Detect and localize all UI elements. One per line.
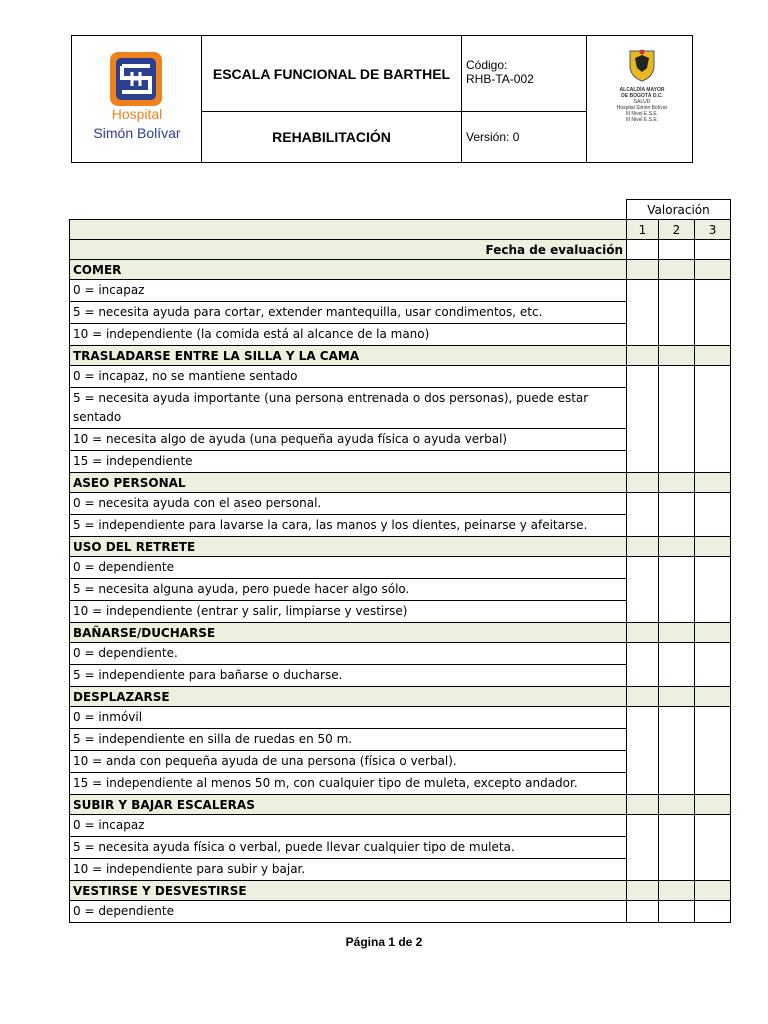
document-version: Versión: 0 [462, 112, 587, 162]
hospital-logo-icon [106, 48, 166, 110]
score-input-1[interactable] [627, 280, 659, 346]
item-row [70, 280, 731, 302]
section-row [70, 346, 731, 366]
item-text: 0 = necesita ayuda con el aseo personal. [70, 493, 627, 515]
section-title: ASEO PERSONAL [70, 473, 627, 493]
section-score-cell [695, 346, 731, 366]
score-input-1[interactable] [627, 366, 659, 473]
score-input-3[interactable] [695, 493, 731, 537]
seal-text-2: DE BOGOTÁ D.C. [621, 93, 663, 99]
score-input-1[interactable] [627, 493, 659, 537]
item-text: 10 = necesita algo de ayuda (una pequeña ayuda física o ayuda verbal) [70, 429, 627, 451]
section-row [70, 537, 731, 557]
item-text: 0 = inmóvil [70, 707, 627, 729]
item-row [70, 366, 731, 388]
item-text: 5 = independiente para bañarse o ducharse. [70, 665, 627, 687]
item-row [70, 643, 731, 665]
document-header [71, 35, 693, 163]
section-score-cell [659, 687, 695, 707]
item-text: 10 = independiente para subir y bajar. [70, 859, 627, 881]
score-input-3[interactable] [695, 643, 731, 687]
section-score-cell [695, 687, 731, 707]
score-input-1[interactable] [627, 557, 659, 623]
section-score-cell [695, 260, 731, 280]
fecha-input-3[interactable] [695, 240, 731, 260]
section-score-cell [659, 623, 695, 643]
section-score-cell [627, 881, 659, 901]
score-input-2[interactable] [659, 815, 695, 881]
item-row [70, 493, 731, 515]
section-score-cell [659, 881, 695, 901]
score-input-2[interactable] [659, 557, 695, 623]
code-label: Código: [466, 58, 508, 72]
score-input-3[interactable] [695, 901, 731, 923]
section-score-cell [627, 795, 659, 815]
section-score-cell [695, 623, 731, 643]
item-text: 15 = independiente [70, 451, 627, 473]
item-text: 5 = necesita ayuda importante (una persona entrenada o dos personas), puede estar sentado [70, 388, 627, 429]
section-score-cell [695, 473, 731, 493]
item-text: 10 = anda con pequeña ayuda de una persona (física o verbal). [70, 751, 627, 773]
section-row [70, 473, 731, 493]
score-input-1[interactable] [627, 707, 659, 795]
item-text: 10 = independiente (la comida está al alcance de la mano) [70, 324, 627, 346]
item-text: 0 = incapaz [70, 815, 627, 837]
score-input-2[interactable] [659, 280, 695, 346]
section-score-cell [695, 881, 731, 901]
section-row [70, 260, 731, 280]
section-title: TRASLADARSE ENTRE LA SILLA Y LA CAMA [70, 346, 627, 366]
seal-text-1: ALCALDÍA MAYOR [619, 87, 665, 93]
item-row [70, 557, 731, 579]
section-row [70, 881, 731, 901]
item-text: 0 = incapaz, no se mantiene sentado [70, 366, 627, 388]
columns-row [70, 220, 731, 240]
score-input-2[interactable] [659, 493, 695, 537]
document-code [462, 36, 587, 112]
section-score-cell [659, 473, 695, 493]
section-score-cell [659, 260, 695, 280]
valoracion-header-row [70, 200, 731, 220]
bogota-shield-icon [627, 48, 657, 82]
score-input-2[interactable] [659, 707, 695, 795]
score-input-3[interactable] [695, 707, 731, 795]
item-row [70, 815, 731, 837]
hospital-logo [72, 36, 202, 162]
col-3-header: 3 [695, 220, 731, 240]
section-title: SUBIR Y BAJAR ESCALERAS [70, 795, 627, 815]
score-input-2[interactable] [659, 643, 695, 687]
score-input-3[interactable] [695, 280, 731, 346]
barthel-table [69, 199, 731, 923]
section-score-cell [627, 346, 659, 366]
item-text: 5 = necesita ayuda para cortar, extender mantequilla, usar condimentos, etc. [70, 302, 627, 324]
fecha-label: Fecha de evaluación [70, 240, 627, 260]
page-number: Página 1 de 2 [345, 935, 423, 949]
section-score-cell [659, 537, 695, 557]
section-score-cell [627, 260, 659, 280]
logo-name-text: Simón Bolívar [93, 125, 181, 141]
score-input-3[interactable] [695, 366, 731, 473]
item-text: 0 = incapaz [70, 280, 627, 302]
score-input-3[interactable] [695, 557, 731, 623]
score-input-1[interactable] [627, 815, 659, 881]
item-text: 5 = necesita ayuda física o verbal, puede llevar cualquier tipo de muleta. [70, 837, 627, 859]
score-input-1[interactable] [627, 643, 659, 687]
score-input-3[interactable] [695, 815, 731, 881]
section-row [70, 623, 731, 643]
fecha-input-1[interactable] [627, 240, 659, 260]
section-score-cell [627, 537, 659, 557]
section-score-cell [695, 537, 731, 557]
section-title: BAÑARSE/DUCHARSE [70, 623, 627, 643]
item-row [70, 707, 731, 729]
section-score-cell [695, 795, 731, 815]
seal-text-4: Hospital Simón Bolívar [616, 105, 668, 111]
item-text: 15 = independiente al menos 50 m, con cualquier tipo de muleta, excepto andador. [70, 773, 627, 795]
logo-hospital-text: Hospital [111, 106, 163, 122]
col-2-header: 2 [659, 220, 695, 240]
section-title: USO DEL RETRETE [70, 537, 627, 557]
section-title: COMER [70, 260, 627, 280]
document-title: ESCALA FUNCIONAL DE BARTHEL [202, 36, 462, 112]
seal-text-5: III Nivel E.S.E. [625, 111, 659, 117]
item-text: 0 = dependiente. [70, 643, 627, 665]
score-input-2[interactable] [659, 901, 695, 923]
section-score-cell [627, 623, 659, 643]
fecha-input-2[interactable] [659, 240, 695, 260]
section-title: DESPLAZARSE [70, 687, 627, 707]
item-text: 10 = independiente (entrar y salir, limpiarse y vestirse) [70, 601, 627, 623]
fecha-row [70, 240, 731, 260]
item-text: 5 = independiente en silla de ruedas en 50 m. [70, 729, 627, 751]
section-row [70, 687, 731, 707]
section-row [70, 795, 731, 815]
score-input-2[interactable] [659, 366, 695, 473]
item-text: 5 = necesita alguna ayuda, pero puede hacer algo sólo. [70, 579, 627, 601]
section-score-cell [659, 795, 695, 815]
valoracion-label: Valoración [627, 200, 731, 220]
section-score-cell [627, 687, 659, 707]
item-text: 5 = independiente para lavarse la cara, las manos y los dientes, peinarse y afeitarse. [70, 515, 627, 537]
alcaldia-seal [587, 36, 692, 162]
code-value: RHB-TA-002 [466, 72, 534, 86]
item-text: 0 = dependiente [70, 557, 627, 579]
section-title: VESTIRSE Y DESVESTIRSE [70, 881, 627, 901]
document-subtitle: REHABILITACIÓN [202, 112, 462, 162]
section-score-cell [627, 473, 659, 493]
section-score-cell [659, 346, 695, 366]
col-1-header: 1 [627, 220, 659, 240]
item-row [70, 901, 731, 923]
seal-text-3: SALUD [633, 99, 651, 105]
item-text: 0 = dependiente [70, 901, 627, 923]
score-input-1[interactable] [627, 901, 659, 923]
seal-text-6: III Nivel E.S.E. [625, 117, 659, 123]
